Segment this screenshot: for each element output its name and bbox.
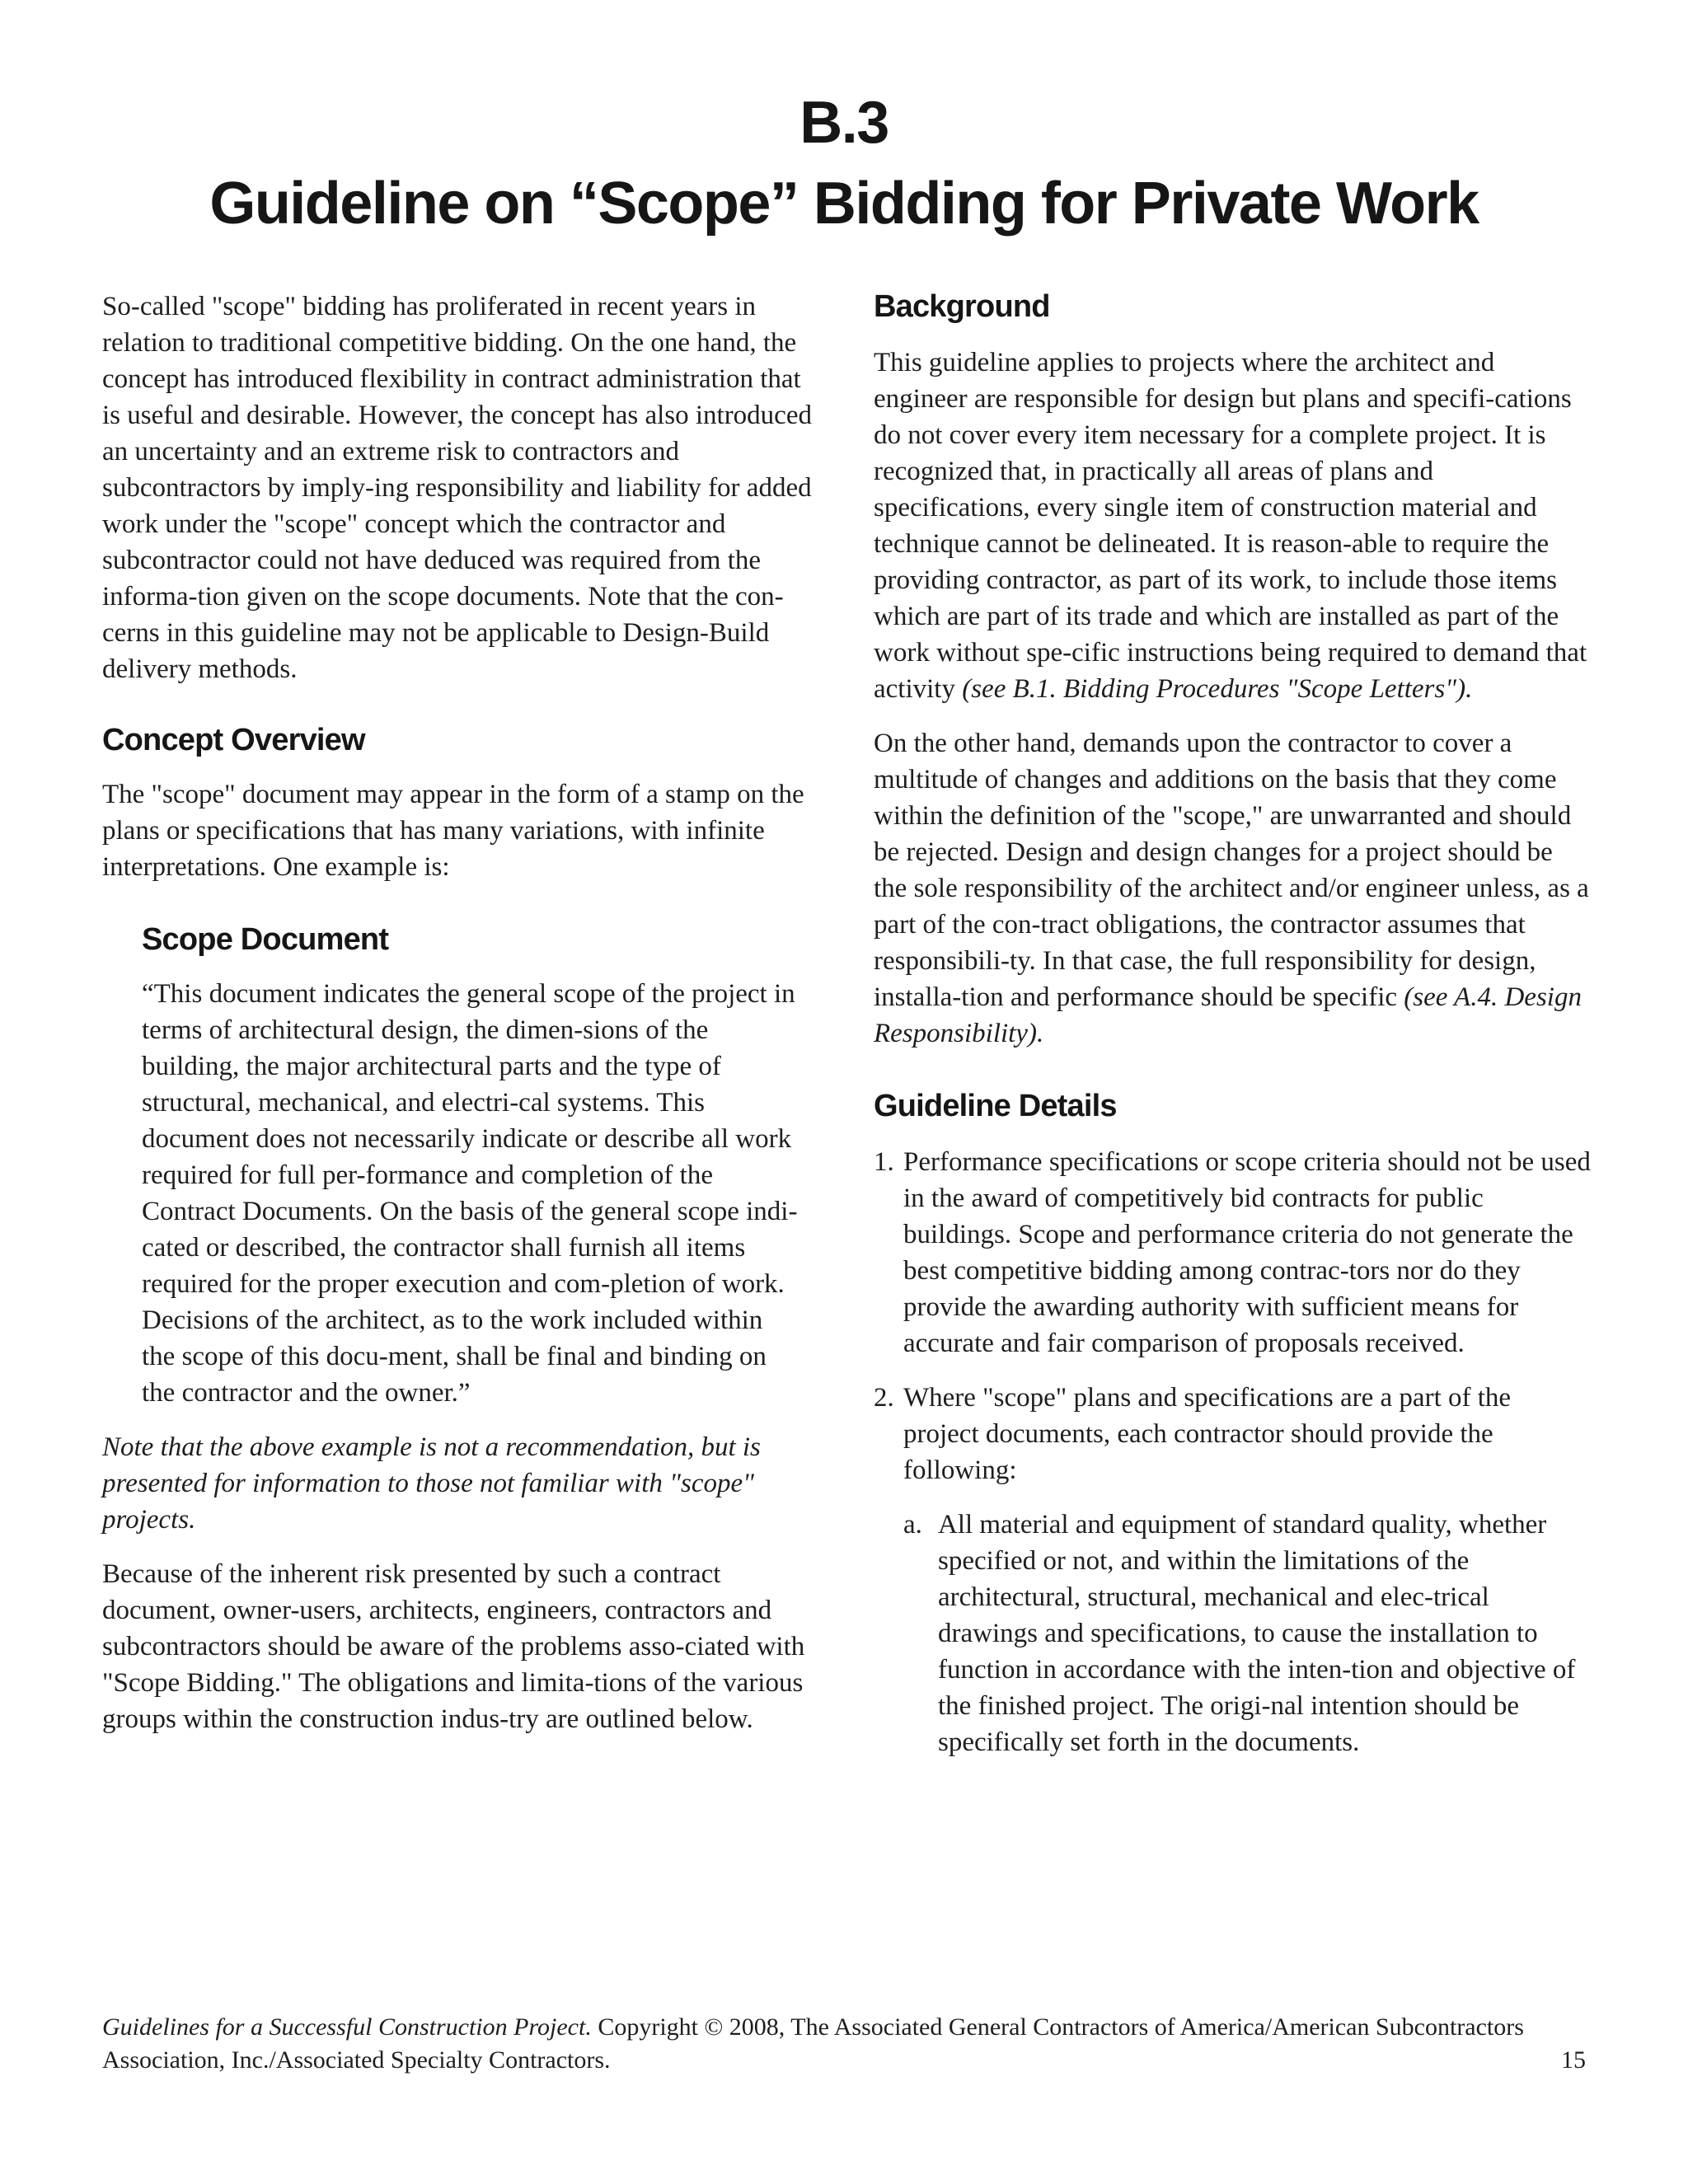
section-number: B.3 xyxy=(799,90,889,156)
other-hand-paragraph xyxy=(874,725,1591,1052)
scope-document-heading: Scope Document xyxy=(142,922,389,957)
page-number: 15 xyxy=(1561,2046,1586,2074)
background-paragraph xyxy=(874,344,1591,707)
guideline-details-heading: Guideline Details xyxy=(874,1089,1117,1123)
sub-list-item-letter: a. xyxy=(903,1510,922,1540)
sub-list-item xyxy=(874,1507,1591,1760)
intro-paragraph: So-called "scope" bidding has proliferated in recent years in relation to traditional competitive bidding. On the one hand, the concept has introduced flexibility in contract administration that is useful and desirable. However, the concept has also introduced an uncertainty and an extreme risk to contractors and subcontractors by imply-ing responsibility and liability for added work under the "scope" concept which the contractor and subcontractor could not have deduced was required from the informa-tion given on the scope documents. Note that the con-cerns in this guideline may not be applicable to Design-Build delivery methods. xyxy=(102,292,812,684)
page-header xyxy=(0,82,1688,244)
list-item-text: Where "scope" plans and specifications are a part of the project documents, each contractor should provide the following: xyxy=(903,1383,1512,1485)
right-column xyxy=(874,287,1591,1779)
other-hand-text: On the other hand, demands upon the contractor to cover a multitude of changes and additions on the basis that they come within the definition of the "scope," are unwarranted and should be rejected. Design and design changes for a project should be the sole responsibility of the architect and/or engineer unless, as a part of the con-tract obligations, the contractor assumes that responsibili-ty. In that case, the full responsibility for design, installa-tion and performance should be specific xyxy=(874,729,1589,1012)
list-item xyxy=(874,1144,1591,1361)
list-item-number: 2. xyxy=(874,1383,894,1413)
concept-overview-heading: Concept Overview xyxy=(102,723,365,757)
scope-document-quote: “This document indicates the general scope of the project in terms of architectural design, the dimen-sions of the building, the major architectural parts and the type of structural, mechanical, and electri-cal systems. This document does not necessarily indicate or describe all work required for full per-formance and completion of the Contract Documents. On the basis of the general scope indi-cated or described, the contractor shall furnish all items required for the proper execution and com-pletion of work. Decisions of the architect, as to the work included within the scope of this docu-ment, shall be final and binding on the contractor and the owner.” xyxy=(142,979,798,1408)
concept-overview-paragraph: The "scope" document may appear in the form of a stamp on the plans or specifications that has many variations, with infinite interpretations. One example is: xyxy=(102,780,804,882)
background-reference: (see B.1. Bidding Procedures "Scope Letters"). xyxy=(962,674,1473,704)
example-note: Note that the above example is not a recommendation, but is presented for information to those not familiar with "scope" projects. xyxy=(102,1432,761,1535)
footer-copyright: Copyright © 2008, The Associated General Contractors of America/American Subcontractors Association, Inc./Associated Specialty Contractors. xyxy=(102,2013,1524,2074)
background-heading: Background xyxy=(874,289,1050,324)
page-footer xyxy=(102,2011,1586,2077)
page-title: Guideline on “Scope” Bidding for Private Work xyxy=(209,171,1479,237)
list-item-text: Performance specifications or scope criteria should not be used in the award of competitively bid contracts for public buildings. Scope and performance criteria do not generate the best competitive bidding among contrac-tors nor do they provide the awarding authority with sufficient means for accurate and fair comparison of proposals received. xyxy=(903,1147,1591,1358)
footer-book-title: Guidelines for a Successful Construction Project. xyxy=(102,2013,592,2041)
sub-list-item-text: All material and equipment of standard quality, whether specified or not, and within the limitations of the architectural, structural, mechanical and elec-trical drawings and specifications, to cause the installation to function in accordance with the inten-tion and objective of the finished project. The origi-nal intention should be specifically set forth in the documents. xyxy=(938,1510,1576,1757)
background-text: This guideline applies to projects where the architect and engineer are responsible for design but plans and specifi-cations do not cover every item necessary for a complete project. It is recognized that, in practically all areas of plans and specifications, every single item of construction material and technique cannot be delineated. It is reason-able to require the providing contractor, as part of its work, to include those items which are part of its trade and which are installed as part of the work without spe-cific instructions being required to demand that activity xyxy=(874,348,1587,704)
list-item-number: 1. xyxy=(874,1147,894,1177)
list-item xyxy=(874,1380,1591,1488)
design-responsibility-reference: (see A.4. Design Responsibility). xyxy=(874,982,1582,1048)
closing-paragraph: Because of the inherent risk presented by such a contract document, owner-users, architects, engineers, contractors and subcontractors should be aware of the problems asso-ciated with "Scope Bidding." The obligations and limita-tions of the various groups within the construction indus-try are outlined below. xyxy=(102,1559,805,1734)
left-column xyxy=(102,288,819,1755)
